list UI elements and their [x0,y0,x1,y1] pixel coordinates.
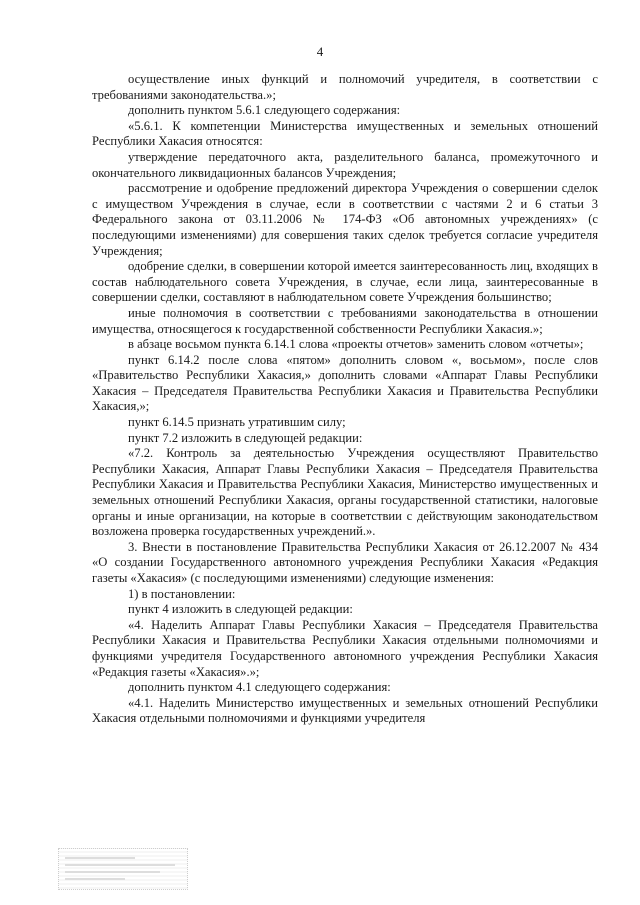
document-body [92,72,598,727]
paragraph: осуществление иных функций и полномочий учредителя, в соответствии с требованиями законодательства.»; [92,72,598,102]
paragraph: утверждение передаточного акта, разделительного баланса, промежуточного и окончательного ликвидационных балансов Учреждения; [92,149,598,180]
paragraph: дополнить пунктом 4.1 следующего содержания: [128,680,391,695]
paragraph: 1) в постановлении: [128,586,236,601]
paragraph: пункт 4 изложить в следующей редакции: [128,602,353,617]
page-number: 4 [316,44,324,59]
paragraph: дополнить пунктом 5.6.1 следующего содержания: [128,103,401,118]
paragraph: пункт 7.2 изложить в следующей редакции: [128,430,363,445]
paragraph: «7.2. Контроль за деятельностью Учреждения осуществляют Правительство Республики Хакасия, Аппарат Главы Республики Хакасия – Председателя Правительства Республики Хакасия и Правительства Республики Хакасия, Министерство имущественных и земельных отношений Республики Хакасия, органы государственной статистики, налоговые органы и иные организации, на которые в соответствии с действующим законодательством возложена проверка государственных учреждений.». [92,446,598,539]
paragraph: «5.6.1. К компетенции Министерства имущественных и земельных отношений Республики Хакасия относятся: [92,118,598,149]
paragraph: 3. Внести в постановление Правительства Республики Хакасия от 26.12.2007 № 434 «О создании Государственного автономного учреждения Республики Хакасия «Редакция газеты «Хакасия» (с последующими изменениями) следующие изменения: [92,539,598,585]
paragraph: иные полномочия в соответствии с требованиями законодательства в отношении имущества, относящегося к государственной собственности Республики Хакасия.»; [92,305,598,336]
paragraph: пункт 6.14.5 признать утратившим силу; [128,415,346,430]
paragraph: в абзаце восьмом пункта 6.14.1 слова «проекты отчетов» заменить словом «отчеты»; [128,337,584,352]
paragraph: рассмотрение и одобрение предложений директора Учреждения о совершении сделок с имуществом Учреждения в случае, если в соответствии с частями 2 и 6 статьи 3 Федерального закона от 03.11.2006 № 174-ФЗ «Об автономных учреждениях» (с последующими изменениями) для совершения таких сделок требуется согласие учредителя Учреждения; [92,181,598,258]
paragraph: пункт 6.14.2 после слова «пятом» дополнить словом «, восьмом», после слов «Правительство Республики Хакасия,» дополнить словами «Аппарат Главы Республики Хакасия – Председателя Правительства Республики Хакасия и Правительства Республики Хакасия,»; [92,352,598,414]
paragraph: одобрение сделки, в совершении которой имеется заинтересованность лиц, входящих в состав наблюдательного совета Учреждения, в случае, если лица, заинтересованные в совершении сделки, составляют в наблюдательном совете Учреждения большинство; [92,259,598,305]
electronic-signature-stamp [58,848,188,890]
paragraph: «4.1. Наделить Министерство имущественных и земельных отношений Республики Хакасия отдельными полномочиями и функциями учредителя [92,695,598,726]
paragraph: «4. Наделить Аппарат Главы Республики Хакасия – Председателя Правительства Республики Хакасия и Правительства Республики Хакасия отдельными полномочиями и функциями учредителя Государственного автономного учреждения Республики Хакасия «Редакция газеты «Хакасия».»; [92,617,598,679]
